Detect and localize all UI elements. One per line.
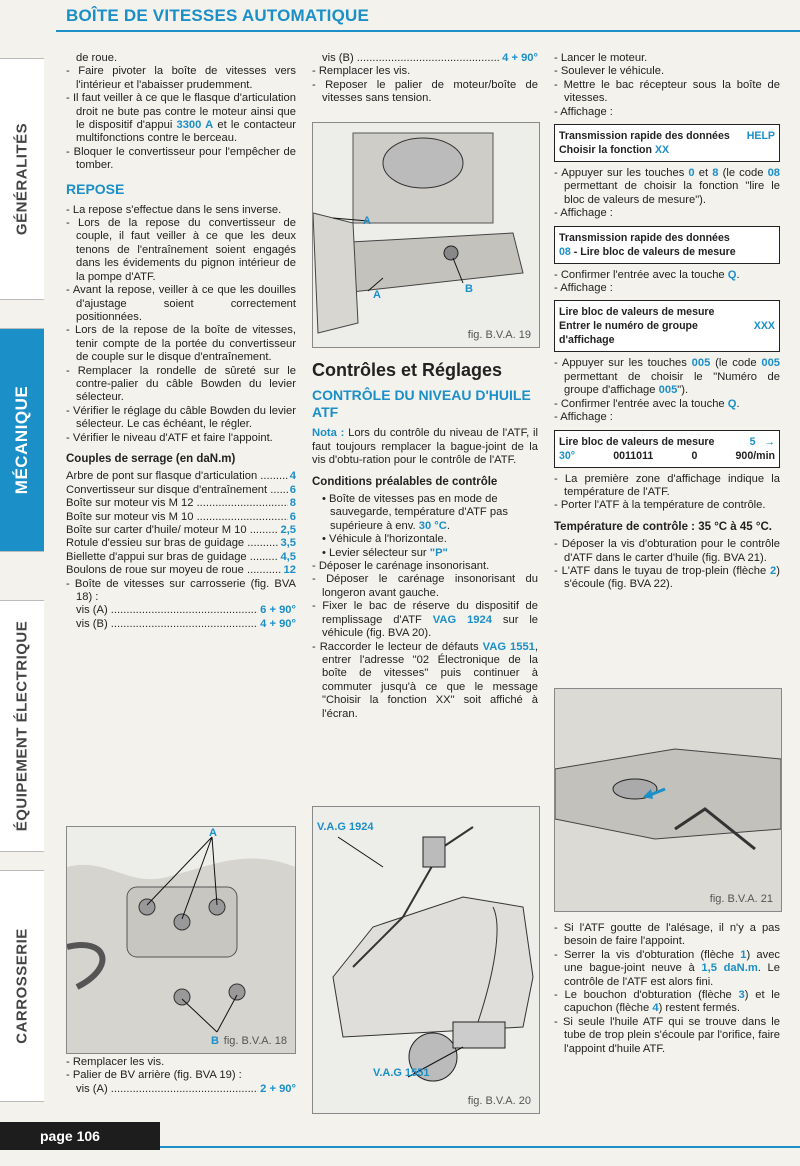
list-item: - Déposer le carénage insonorisant du longeron avant gauche. <box>312 573 538 600</box>
list-item: - Lors de la repose de la boîte de vitesses, tenir compte de la portée du convertisseur de couple sur le disque d'entraînement. <box>66 324 296 364</box>
figure-caption: fig. B.V.A. 18 <box>223 1035 287 1047</box>
section-sidebar <box>0 40 44 1120</box>
engine-mount-drawing <box>313 123 539 347</box>
list-item: - Le bouchon d'obturation (flèche 3) et le capuchon (flèche 4) restent fermés. <box>554 989 780 1016</box>
footer-rule <box>160 1146 800 1148</box>
tab-equipement-electrique[interactable]: ÉQUIPEMENT ÉLECTRIQUE <box>0 600 44 852</box>
display-screen: Transmission rapide des données 08 - Lire bloc de valeurs de mesure <box>554 226 780 264</box>
torque-row: Boîte sur moteur vis M 10 ..... 6 <box>66 511 296 524</box>
torque-row: vis (A) ..... 2 + 90° <box>66 1083 296 1096</box>
subheading: Conditions préalables de contrôle <box>312 475 498 488</box>
torque-row: vis (A) ..... 6 + 90° <box>66 604 296 617</box>
nota: Nota : Lors du contrôle du niveau de l'ATF, il faut toujours remplacer la bague-joint de la vis d'obtu-ration pour le contrôle de l'ATF. <box>312 427 538 467</box>
gearbox-mount-drawing <box>67 827 295 1053</box>
label-b: B <box>211 1035 219 1047</box>
torque-row: Rotule d'essieu sur bras de guidage ..... 3,5 <box>66 537 296 550</box>
list-item: de roue. <box>76 52 118 64</box>
column-3-bottom <box>554 922 780 1056</box>
torque-row: Boîte sur moteur vis M 12 ..... 8 <box>66 497 296 510</box>
list-item: - Boîte de vitesses sur carrosserie (fig. BVA 18) : <box>66 578 296 605</box>
page-header <box>0 0 800 32</box>
torque-list <box>66 470 296 577</box>
list-item: - Faire pivoter la boîte de vitesses vers l'intérieur et l'abaisser prudemment. <box>66 65 296 92</box>
figure-bva-18 <box>66 826 296 1054</box>
list-item: - Appuyer sur les touches 0 et 8 (le code 08 permettant de choisir la fonction "lire le bloc de valeurs de mesure"). <box>554 167 780 207</box>
list-item: - Soulever le véhicule. <box>554 65 780 78</box>
torque-row: Arbre de pont sur flasque d'articulation ..... 4 <box>66 470 296 483</box>
list-item: - Lancer le moteur. <box>554 52 780 65</box>
list-item: - La première zone d'affichage indique la température de l'ATF. <box>554 473 780 500</box>
column-2-main <box>312 360 538 721</box>
label-vag-1551: V.A.G 1551 <box>373 1067 430 1079</box>
header-rule <box>56 30 800 32</box>
label-vag-1924: V.A.G 1924 <box>317 821 374 833</box>
list-item: - Mettre le bac récepteur sous la boîte de vitesses. <box>554 79 780 106</box>
list-item: - Déposer le carénage insonorisant. <box>312 560 538 573</box>
list-item: • Véhicule à l'horizontale. <box>312 533 538 546</box>
display-screen: Lire bloc de valeurs de mesure 5 → 30° 0011011 0 900/min <box>554 430 780 468</box>
list-item: • Boîte de vitesses pas en mode de sauvegarde, température d'ATF pas supérieure à env. 30 °C. <box>312 493 538 533</box>
section-heading: Contrôles et Réglages <box>312 360 503 380</box>
list-item: - Remplacer la rondelle de sûreté sur le contre-palier du câble Bowden du levier sélecteur. <box>66 365 296 405</box>
list-item: - Fixer le bac de réserve du dispositif de remplissage d'ATF VAG 1924 sur le véhicule (fig. BVA 20). <box>312 600 538 640</box>
list-item: - Il faut veiller à ce que le flasque d'articulation droit ne bute pas contre le moteur ainsi que le dispositif d'appui 3300 A et le contacteur multifonctions contre le berceau. <box>66 92 296 146</box>
list-item: - Vérifier le réglage du câble Bowden du levier sélecteur. Le cas échéant, le régler. <box>66 405 296 432</box>
list-item: - Confirmer l'entrée avec la touche Q. <box>554 269 780 282</box>
list-item: - Palier de BV arrière (fig. BVA 19) : <box>66 1069 296 1082</box>
figure-bva-20 <box>312 806 540 1114</box>
list-item: - Appuyer sur les touches 005 (le code 005 permettant de choisir le "Numéro de groupe d'affichage 005"). <box>554 357 780 397</box>
list-item: - Confirmer l'entrée avec la touche Q. <box>554 398 780 411</box>
label-b: B <box>465 283 473 295</box>
subheading: Couples de serrage (en daN.m) <box>66 452 236 465</box>
list-item: - Si l'ATF goutte de l'alésage, il n'y a pas besoin de faire l'appoint. <box>554 922 780 949</box>
torque-row: Biellette d'appui sur bras de guidage ..... 4,5 <box>66 551 296 564</box>
list-item: • Levier sélecteur sur "P" <box>312 547 538 560</box>
label-a: A <box>363 215 371 227</box>
list-item: - L'ATF dans le tuyau de trop-plein (flèche 2) s'écoule (fig. BVA 22). <box>554 565 780 592</box>
list-item: - Porter l'ATF à la température de contrôle. <box>554 499 780 512</box>
page-number: page 106 <box>40 1128 100 1144</box>
figure-caption: fig. B.V.A. 20 <box>467 1095 531 1107</box>
display-screen: Lire bloc de valeurs de mesure Entrer le numéro de groupe d'affichage XXX <box>554 300 780 352</box>
list-item: - Remplacer les vis. <box>312 65 538 78</box>
list-item: - Reposer le palier de moteur/boîte de vitesses sans tension. <box>312 79 538 106</box>
list-item: - Avant la repose, veiller à ce que les douilles d'ajustage soient correctement positionnées. <box>66 284 296 324</box>
list-item: - Affichage : <box>554 106 780 119</box>
section-heading: REPOSE <box>66 180 125 197</box>
column-1 <box>66 52 296 631</box>
figure-bva-21 <box>554 688 782 912</box>
torque-row: vis (B) ..... 4 + 90° <box>312 52 538 65</box>
figure-caption: fig. B.V.A. 19 <box>467 329 531 341</box>
list-item: - Remplacer les vis. <box>66 1056 296 1069</box>
oil-pan-drawing <box>555 689 781 911</box>
list-item: - Affichage : <box>554 411 780 424</box>
torque-row: Boîte sur carter d'huile/ moteur M 10 ..... 2,5 <box>66 524 296 537</box>
label-a: A <box>209 827 217 839</box>
list-item: - La repose s'effectue dans le sens inverse. <box>66 204 296 217</box>
tab-mecanique[interactable]: MÉCANIQUE <box>0 328 44 552</box>
torque-row: vis (B) ..... 4 + 90° <box>66 618 296 631</box>
list-item: - Raccorder le lecteur de défauts VAG 1551, entrer l'adresse "02 Électronique de la boîte de vitesses" puis continuer à commuter jusqu'à ce que le message "Choisir la fonction XX" soit affiché à l'écran. <box>312 641 538 721</box>
subheading: Température de contrôle : 35 °C à 45 °C. <box>554 520 772 533</box>
list-item: - Bloquer le convertisseur pour l'empêcher de tomber. <box>66 146 296 173</box>
figure-bva-19 <box>312 122 540 348</box>
figure-caption: fig. B.V.A. 21 <box>709 893 773 905</box>
page-footer <box>0 1122 160 1150</box>
list-item: - Serrer la vis d'obturation (flèche 1) avec une bague-joint neuve à 1,5 daN.m. Le contrôle de l'ATF est alors fini. <box>554 949 780 989</box>
list-item: - Vérifier le niveau d'ATF et faire l'appoint. <box>66 432 296 445</box>
torque-row: Boulons de roue sur moyeu de roue ..... 12 <box>66 564 296 577</box>
tab-generalites[interactable]: GÉNÉRALITÉS <box>0 58 44 300</box>
column-1-bottom <box>66 1056 296 1096</box>
list-item: - Si seule l'huile ATF qui se trouve dans le tube de trop plein s'écoule par l'orifice, faire l'appoint d'huile ATF. <box>554 1016 780 1056</box>
display-screen: Transmission rapide des données HELP Choisir la fonction XX <box>554 124 780 162</box>
column-3 <box>554 52 780 592</box>
list-item: - Déposer la vis d'obturation pour le contrôle d'ATF dans le carter d'huile (fig. BVA 21). <box>554 538 780 565</box>
label-a: A <box>373 289 381 301</box>
tab-carrosserie[interactable]: CARROSSERIE <box>0 870 44 1102</box>
subsection-heading: CONTRÔLE DU NIVEAU D'HUILE ATF <box>312 387 531 421</box>
column-2 <box>312 52 538 106</box>
list-item: - Affichage : <box>554 282 780 295</box>
page-title: BOÎTE DE VITESSES AUTOMATIQUE <box>66 6 370 25</box>
list-item: - Affichage : <box>554 207 780 220</box>
list-item: - Lors de la repose du convertisseur de couple, il faut veiller à ce que les deux tenons de l'entraînement soient engagés dans les évidements du pignon intérieur de la pompe d'ATF. <box>66 217 296 284</box>
torque-row: Convertisseur sur disque d'entraînement ..... 6 <box>66 484 296 497</box>
